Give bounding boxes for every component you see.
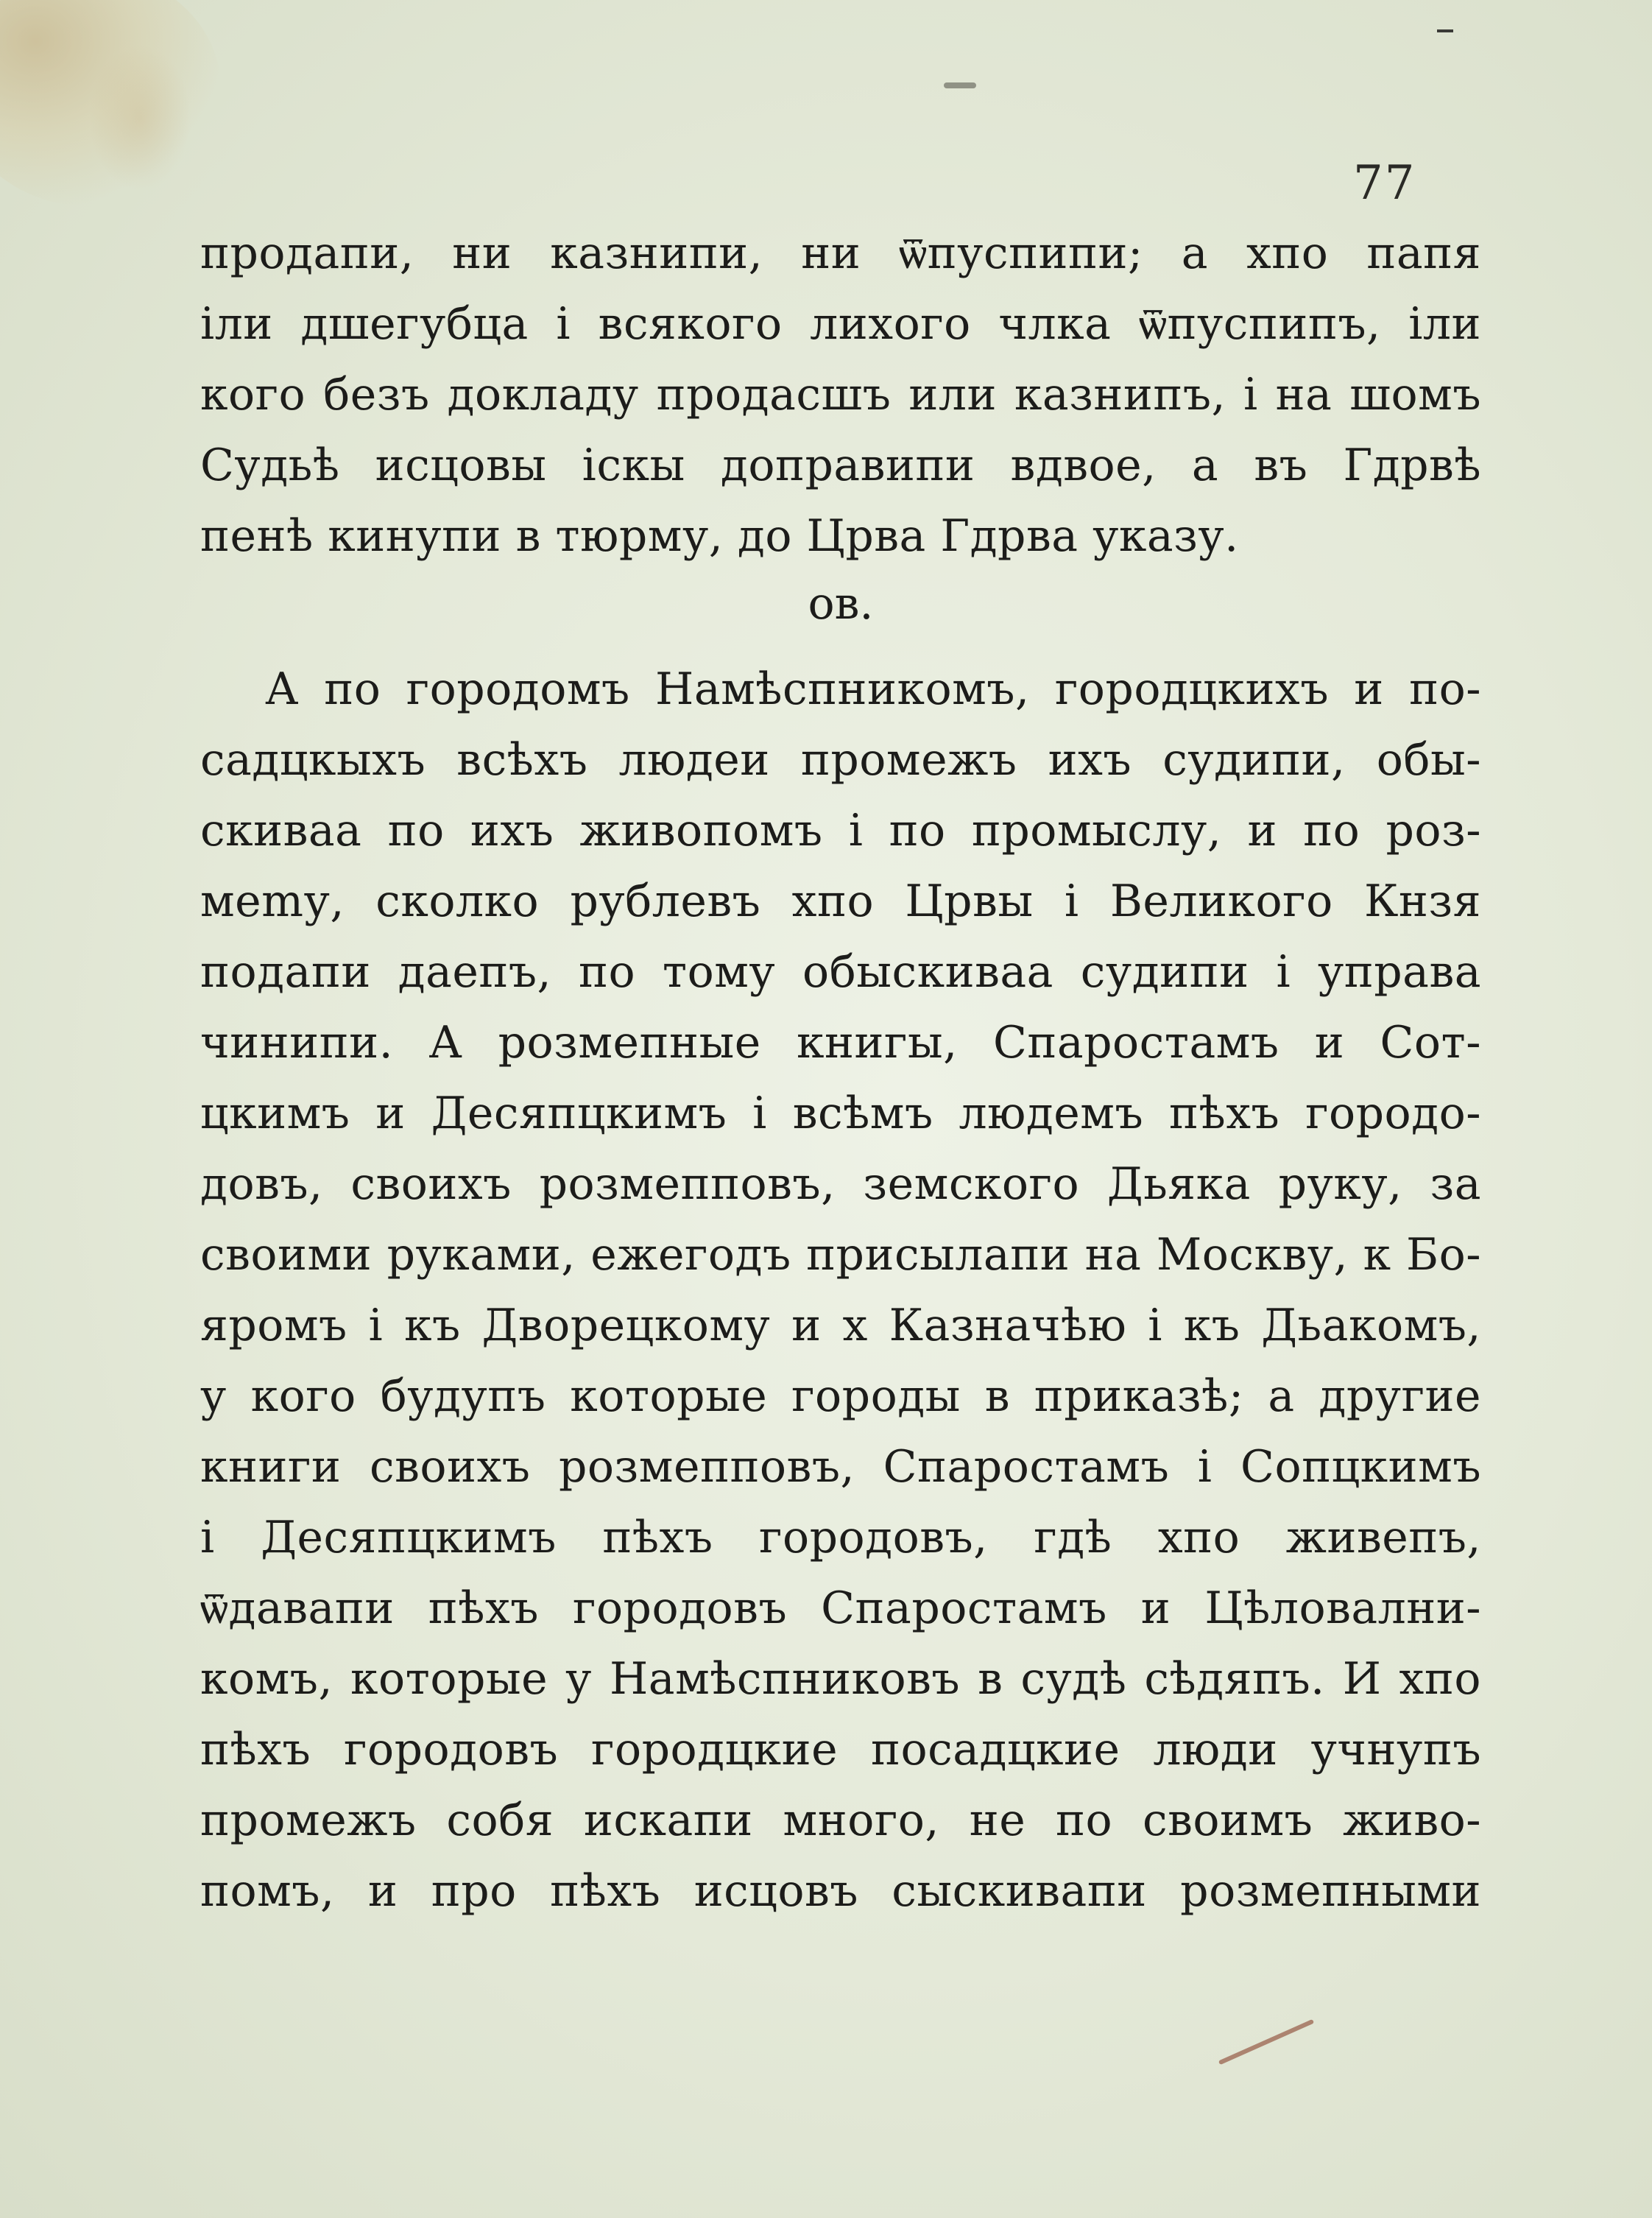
paragraph-line: комъ, которые у Намѣспниковъ в судѣ сѣдяпъ. И хпо [200, 1653, 1481, 1705]
section-mark: ов. [808, 578, 874, 630]
paragraph-line: промежъ собя искапи много, не по своимъ живо- [200, 1795, 1481, 1846]
paragraph-line: чинипи. А розмепные книгы, Спаростамъ и Сот- [200, 1017, 1481, 1068]
text-line: Судьѣ исцовы іскы доправипи вдвое, а въ Гдрвѣ [200, 440, 1481, 491]
text-line: продапи, ни казнипи, ни ѿпуспипи; а хпо папя [200, 228, 1481, 279]
paragraph-line: помъ, и про пѣхъ исцовъ сыскивапи розмепными [200, 1865, 1481, 1917]
paragraph-line: своими руками, ежегодъ присылапи на Москву, к Бо- [200, 1229, 1481, 1281]
text-line: іли дшегубца і всякого лихого члка ѿпуспипъ, іли [200, 298, 1481, 350]
paragraph-line: пѣхъ городовъ городцкие посадцкие люди учнупъ [200, 1724, 1481, 1775]
paragraph-line: яромъ і къ Дворецкому и х Казначѣю і къ Дьакомъ, [200, 1300, 1481, 1351]
text-line: пенѣ кинупи в тюрму, до Црва Гдрва указу. [200, 510, 1239, 562]
paragraph-line: ѿдавапи пѣхъ городовъ Спаростамъ и Цѣловални- [200, 1582, 1481, 1634]
text-block [200, 218, 1481, 1926]
paragraph-line: скиваа по ихъ живопомъ і по промыслу, и по роз- [200, 805, 1481, 856]
ink-mark [1437, 29, 1453, 32]
paragraph-line: у кого будупъ которые городы в приказѣ; а другие [200, 1370, 1481, 1422]
water-stain-secondary [88, 44, 191, 191]
paragraph-line: книги своихъ розмепповъ, Спаростамъ і Сопцкимъ [200, 1441, 1481, 1493]
paragraph-line: цкимъ и Десяпцкимъ і всѣмъ людемъ пѣхъ городо- [200, 1088, 1481, 1139]
paper-scratch [1218, 2019, 1314, 2065]
paragraph-gap [200, 639, 1481, 654]
paragraph-line: А по городомъ Намѣспникомъ, городцкихъ и по- [265, 663, 1481, 715]
text-line: кого безъ докладу продасшъ или казнипъ, і на шомъ [200, 369, 1481, 420]
paragraph-line: садцкыхъ всѣхъ людеи промежъ ихъ судипи, обы- [200, 734, 1481, 786]
paragraph-line: подапи даепъ, по тому обыскиваа судипи і управа [200, 946, 1481, 998]
page-number: 77 [1353, 156, 1416, 211]
paragraph-line: довъ, своихъ розмепповъ, земского Дьяка руку, за [200, 1158, 1481, 1210]
smudge-mark [944, 82, 976, 88]
paragraph-line: і Десяпцкимъ пѣхъ городовъ, гдѣ хпо живепъ, [200, 1512, 1481, 1563]
paragraph-line: меmу, сколко рублевъ хпо Црвы і Великого Кнзя [200, 876, 1481, 927]
